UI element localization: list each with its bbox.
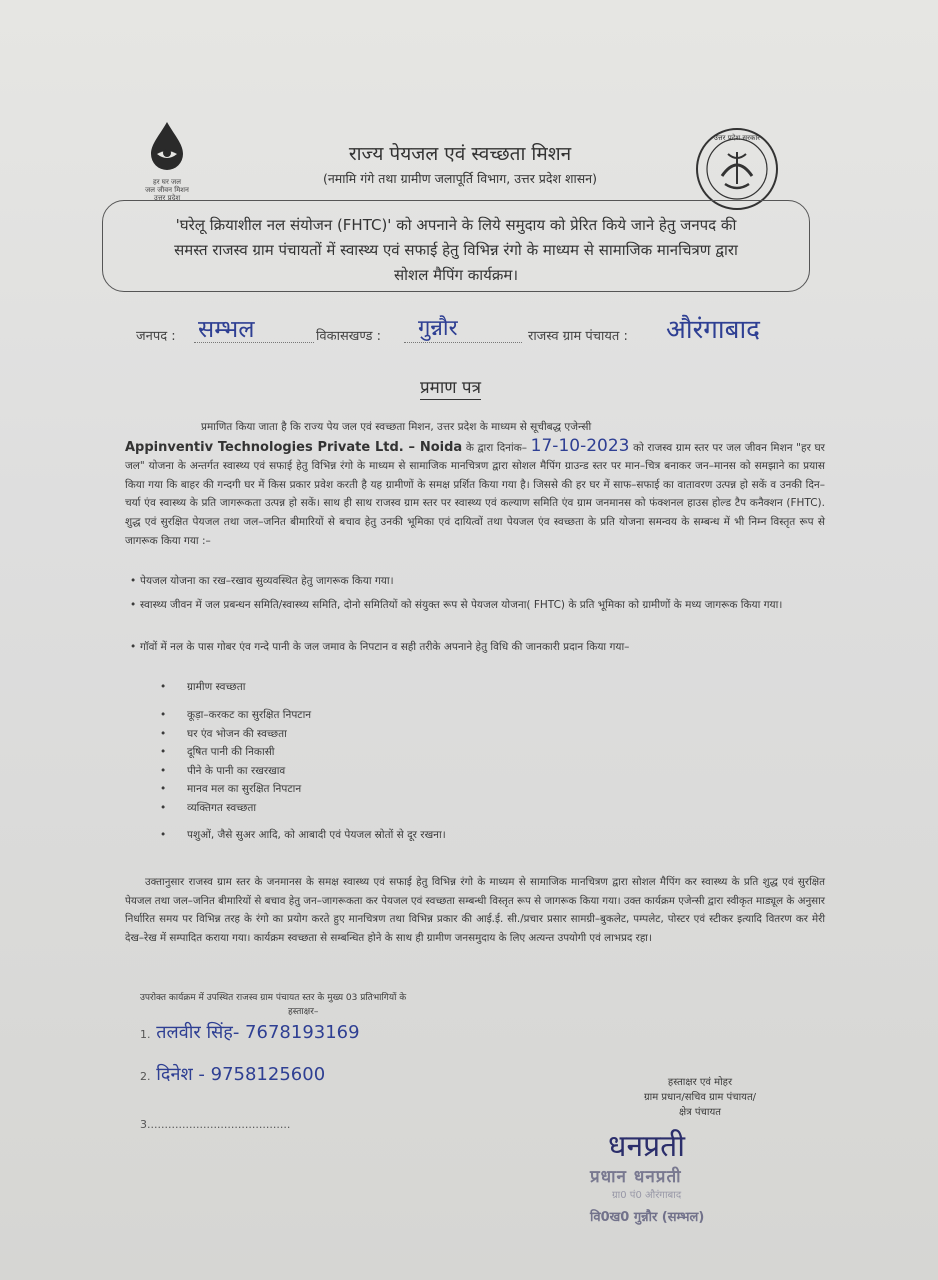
- participants-heading: उपरोक्त कार्यक्रम में उपस्थित राजस्व ग्राम पंचायत स्तर के मुख्य 03 प्रतिभागियों के: [140, 993, 407, 1003]
- list-item: • मानव मल का सुरक्षित निपटान: [160, 783, 302, 795]
- bullet-3-text: गॉवों में नल के पास गोबर एंव गन्दे पानी के जल जमाव के निपटान व सही तरीके अपनाने हेतु विधि की जानकारी प्रदान किया गया–: [140, 641, 630, 653]
- certificate-body-text: जीवन मिशन "हर घर जल" योजना के अन्तर्गत स्वास्थ्य एवं सफाई हेतु विभिन्न रंगो के माध्यम से सामाजिक मानचित्रण द्वारा सोशल मैपिंग ग्राउन्ड स्तर पर मान–चित्र बनाकर जन–मानस को समझाने का प्रयास किया गया कि बाहर की गन्दगी घर में किस प्रकार प्रवेश करती है यह ग्रामीणों के समक्ष प्रर्शित किया गया है। जिससे की हर घर में साफ–सफाई का वातावरण उत्पन्न हो सकें व उनकी दिन–चर्या एंव स्वास्थ्य के प्रति जागरूकता उत्पन्न हो सकें। साथ ही साथ राजस्व ग्राम स्तर पर स्वास्थ्य एवं कल्याण समिति एंव ग्राम जनमानस को फंक्शनल हाउस होल्ड टैप कनैक्शन (FHTC). शुद्ध एवं सुरक्षित पेयजल तथा जल–जनित बीमारियों से बचाव हेतु उनकी भूमिका एवं दायित्वों तथा पेयजल एंव स्वच्छता के प्रति योजना समन्वय के सम्बन्ध में भी निम्न विस्तृत रूप से जागरूक किया गया :–: [125, 441, 825, 547]
- certificate-body: [125, 418, 825, 550]
- authority-line-2: ग्राम प्रधान/सचिव ग्राम पंचायत/: [643, 1092, 757, 1103]
- location-fields: [136, 315, 856, 358]
- banner-line-3: सोशल मैपिंग कार्यक्रम।: [393, 266, 519, 284]
- participant-1: 1. तलवीर सिंह- 7678193169: [140, 1022, 360, 1043]
- gp-value: औरंगाबाद: [666, 315, 760, 345]
- list-item: • व्यक्तिगत स्वच्छता: [160, 802, 257, 814]
- logo-line-2: जल जीवन मिशन: [145, 186, 189, 194]
- certificate-line-1: प्रमाणित किया जाता है कि राज्य पेय जल एवं स्वच्छता मिशन, उत्तर प्रदेश के माध्यम से सूचीबद्ध एजेन्सी: [201, 421, 592, 433]
- list-item: • ग्रामीण स्वच्छता: [160, 681, 246, 693]
- water-drop-icon: [145, 120, 189, 174]
- logo-line-1: हर घर जल: [153, 178, 181, 186]
- gp-label: राजस्व ग्राम पंचायत :: [528, 329, 628, 344]
- participant-2: 2. दिनेश - 9758125600: [140, 1064, 326, 1085]
- stamp-line-2: ग्रा0 पं0 औरंगाबाद: [612, 1190, 682, 1201]
- list-item: • कूड़ा–करकट का सुरक्षित निपटान: [160, 709, 312, 721]
- program-banner: [102, 200, 810, 292]
- bullet-1-text: पेयजल योजना का रख–रखाव सुव्यवस्थित हेतु जागरूक किया गया।: [140, 575, 394, 587]
- authority-block: [600, 1075, 800, 1120]
- mission-subtitle: (नमामि गंगे तथा ग्रामीण जलापूर्ति विभाग, उत्तर प्रदेश शासन): [322, 171, 597, 186]
- janpad-label: जनपद :: [136, 329, 176, 344]
- participants-heading-2: हस्ताक्षर–: [288, 1007, 319, 1017]
- banner-line-1: 'घरेलू क्रियाशील नल संयोजन (FHTC)' को अपनाने के लिये समुदाय को प्रेरित किये जाने हेतु जनपद की: [175, 216, 737, 234]
- date-suffix: को राजस्व ग्राम स्तर पर जल: [633, 441, 742, 454]
- pradhan-signature: धनप्रती: [608, 1129, 686, 1164]
- program-date: 17-10-2023: [530, 435, 630, 456]
- bullet-2: • स्वास्थ्य जीवन में जल प्रबन्धन समिति/स्वास्थ्य समिति, दोनो समितियों को संयुक्त रूप से पेयजल योजना( FHTC) के प्रति भूमिका को ग्रामीणों के मध्य जागरूक किया गया।: [130, 599, 783, 611]
- bullet-3: • गॉवों में नल के पास गोबर एंव गन्दे पानी के जल जमाव के निपटान व सही तरीके अपनाने हेतु विधि की जानकारी प्रदान किया गया–: [130, 641, 630, 653]
- list-item: • पीने के पानी का रखरखाव: [160, 765, 286, 777]
- participant-1-signature: तलवीर सिंह- 7678193169: [156, 1022, 360, 1043]
- certificate-title: प्रमाण पत्र: [420, 375, 481, 400]
- bullet-2-text: स्वास्थ्य जीवन में जल प्रबन्धन समिति/स्वास्थ्य समिति, दोनो समितियों को संयुक्त रूप से पेयजल योजना( FHTC) के प्रति भूमिका को ग्रामीणों के मध्य जागरूक किया गया।: [140, 599, 783, 611]
- closing-text: उक्तानुसार राजस्व ग्राम स्तर के जनमानस के समक्ष स्वास्थ्य एवं सफाई हेतु विभिन्न रंगो के माध्यम से सामाजिक मानचित्रण द्वारा सोशल मैपिंग कर स्वास्थ्य के प्रति शुद्ध एवं सुरक्षित पेयजल तथा जल–जनित बीमारियों से बचाव हेतु जन–जागरूकता कर पेयजल एवं स्वच्छता सम्बन्धी विस्तृत रूप से जागरूक किया गया। उक्त कार्यक्रम एजेन्सी द्वारा स्वीकृत माड्यूल के अनुसार निर्धारित समय पर विभिन्न तरह के रंगो का प्रयोग करते हुए मानचित्रण तथा विभिन्न प्रकार की आई.ई. सी./प्रचार प्रसार सामग्री–बुकलेट, पम्पलेट, पोस्टर एवं स्टीकर इत्यादि वितरण कर मेरी देख–रेख में सम्पादित कराया गया। कार्यक्रम स्वच्छता से सम्बन्धित होने के साथ ही ग्रामीण जनसमुदाय के लिए अत्यन्त उपयोगी एवं लाभप्रद रहा।: [125, 876, 825, 944]
- participant-3: 3.........................................: [140, 1118, 291, 1131]
- stamp-line-3: वि0ख0 गुन्नौर (सम्भल): [590, 1210, 705, 1225]
- block-value: गुन्नौर: [418, 316, 458, 341]
- janpad-value: सम्भल: [198, 315, 255, 343]
- list-item: • दूषित पानी की निकासी: [160, 746, 275, 758]
- agency-name: Appinventiv Technologies Private Ltd. – Noida: [125, 439, 463, 455]
- list-item: • घर एंव भोजन की स्वच्छता: [160, 728, 287, 740]
- closing-paragraph: [125, 873, 825, 947]
- logo-line-3: उत्तर प्रदेश: [153, 194, 181, 202]
- pradhan-stamp: [590, 1164, 790, 1225]
- bullet-1: • पेयजल योजना का रख–रखाव सुव्यवस्थित हेतु जागरूक किया गया।: [130, 575, 394, 587]
- seal-text: उत्तर प्रदेश सरकार: [713, 134, 761, 142]
- stamp-line-1: प्रधान धनप्रती: [590, 1167, 682, 1187]
- participant-2-signature: दिनेश - 9758125600: [156, 1064, 326, 1085]
- date-prefix: के द्वारा दिनांक–: [465, 441, 528, 454]
- banner-line-2: समस्त राजस्व ग्राम पंचायतों में स्वास्थ्य एवं सफाई हेतु विभिन्न रंगो के माध्यम से सामाजिक मानचित्रण द्वारा: [174, 241, 738, 259]
- list-item: • पशुओं, जैसे सुअर आदि, को आबादी एवं पेयजल स्रोतों से दूर रखना।: [160, 829, 446, 841]
- authority-line-1: हस्ताक्षर एवं मोहर: [667, 1077, 733, 1088]
- block-label: विकासखण्ड :: [316, 329, 382, 344]
- har-ghar-jal-logo: [132, 120, 202, 202]
- authority-line-3: क्षेत्र पंचायत: [679, 1107, 721, 1118]
- mission-title: राज्य पेयजल एवं स्वच्छता मिशन: [348, 143, 572, 165]
